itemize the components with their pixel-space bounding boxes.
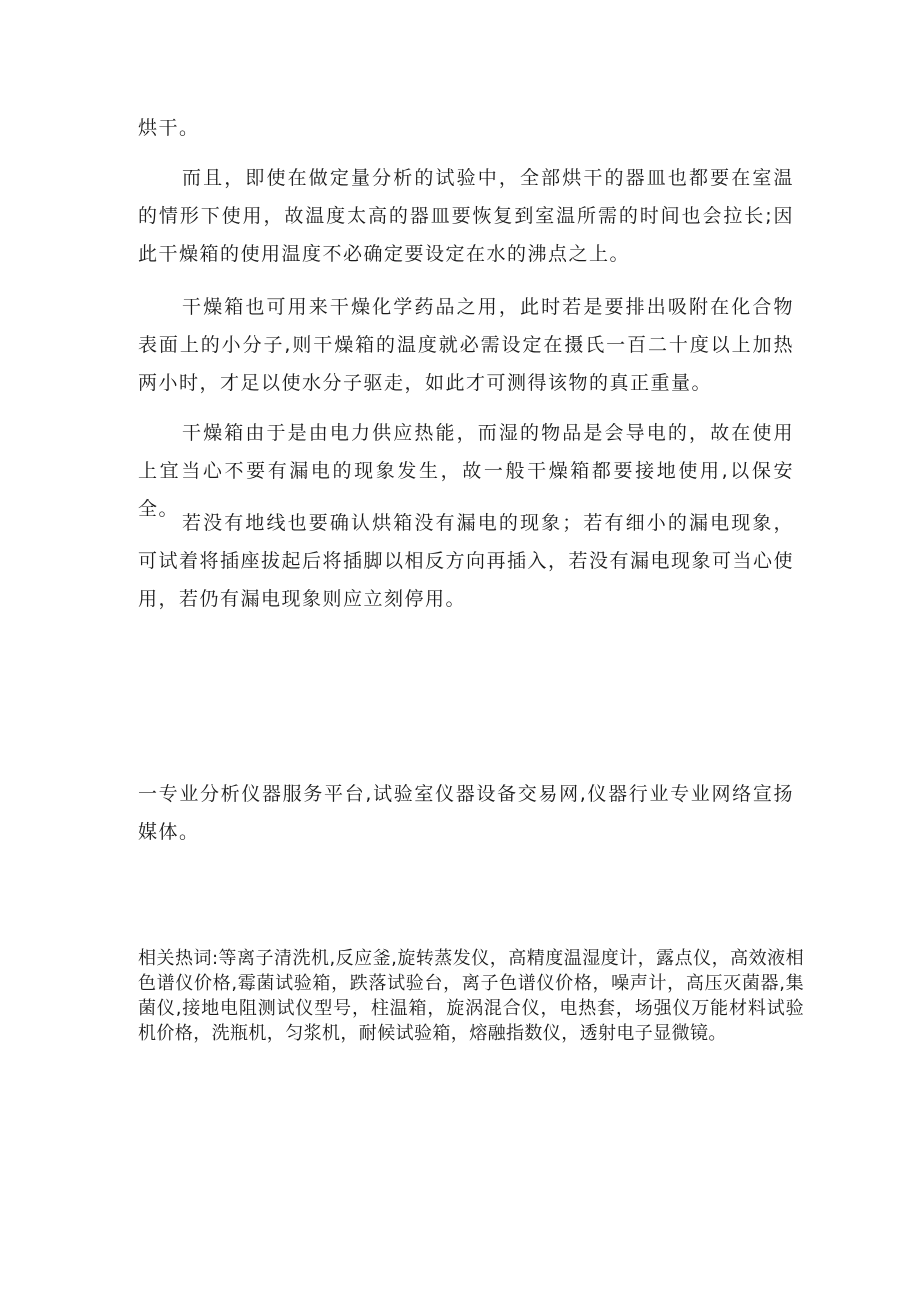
- related-keywords: 相关热词:等离子清洗机,反应釜,旋转蒸发仪，高精度温湿度计，露点仪，高效液相色谱仪价格,霉菌试验箱，跌落试验台，离子色谱仪价格，噪声计，高压灭菌器,集菌仪,接地电阻测试仪型号，柱温箱，旋涡混合仪，电热套，场强仪万能材料试验机价格，洗瓶机，匀浆机，耐候试验箱，熔融指数仪，透射电子显微镜。: [138, 948, 804, 1044]
- paragraph-continuation: 烘干。: [138, 117, 200, 139]
- paragraph-grounding: 若没有地线也要确认烘箱没有漏电的现象；若有细小的漏电现象，可试着将插座拔起后将插脚以相反方向再插入，若没有漏电现象可当心使用，若仍有漏电现象则应立刻停用。: [138, 512, 795, 610]
- paragraph-platform-description: 一专业分析仪器服务平台,试验室仪器设备交易网,仪器行业专业网络宣扬媒体。: [138, 783, 794, 843]
- paragraph-drying-chemicals: 干燥箱也可用来干燥化学药品之用，此时若是要排出吸附在化合物表面上的小分子,则干燥箱的温度就必需设定在摄氏一百二十度以上加热两小时，才足以使水分子驱走，如此才可测得该物的真正重量。: [138, 296, 794, 394]
- paragraph-quantitative-analysis: 而且，即使在做定量分析的试验中，全部烘干的器皿也都要在室温的情形下使用，故温度太高的器皿要恢复到室温所需的时间也会拉长;因此干燥箱的使用温度不必确定要设定在水的沸点之上。: [138, 167, 794, 265]
- paragraph-electrical-safety: 干燥箱由于是由电力供应热能，而湿的物品是会导电的，故在使用上宜当心不要有漏电的现象发生，故一般干燥箱都要接地使用,以保安全。: [138, 422, 794, 520]
